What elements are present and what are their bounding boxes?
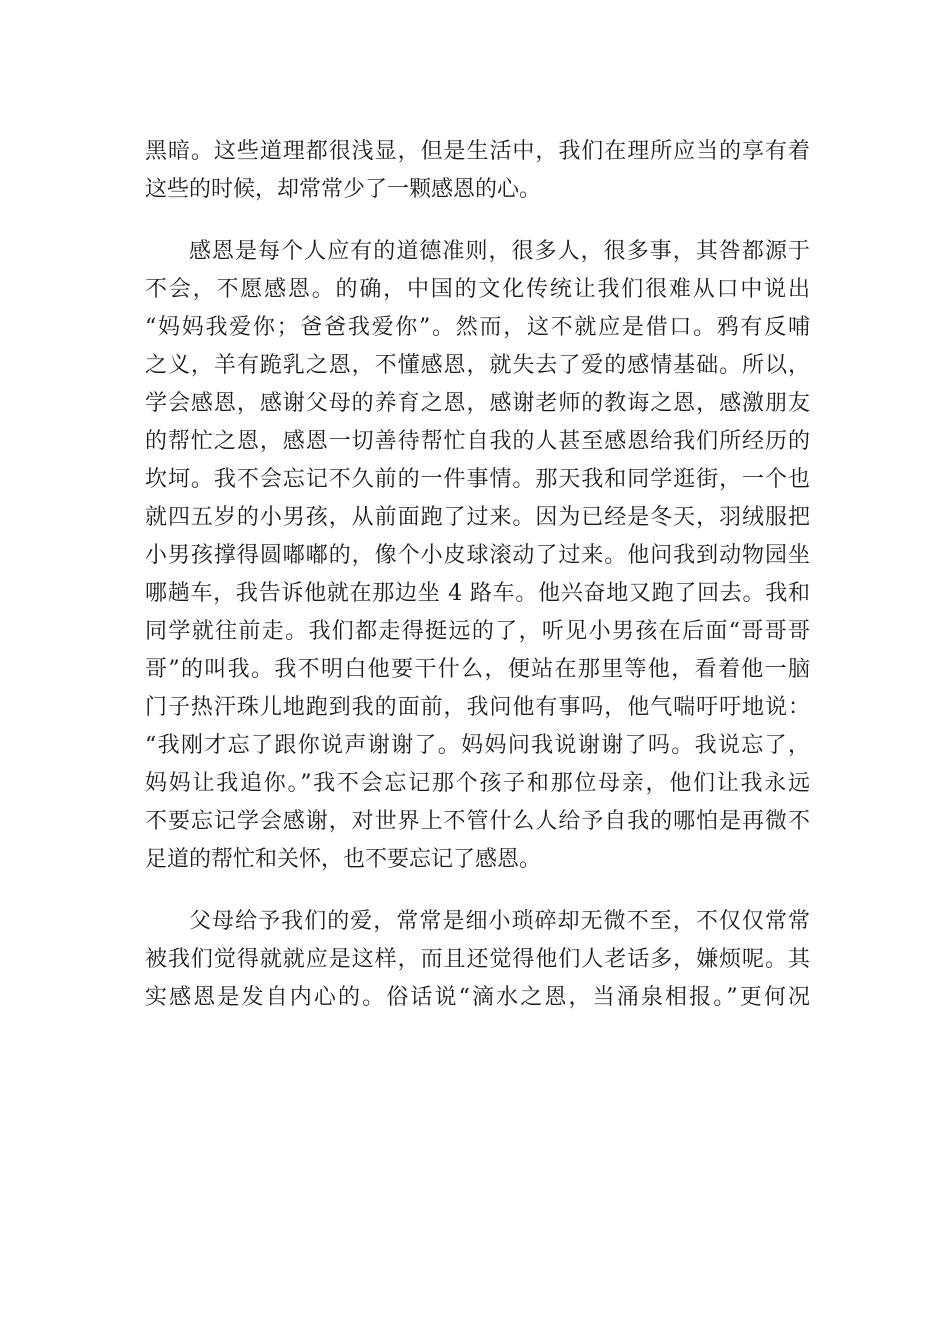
- text-line: 被我们觉得就就应是这样，而且还觉得他们人老话多，嫌烦呢。其: [145, 947, 810, 972]
- text-line: 的帮忙之恩，感恩一切善待帮忙自我的人甚至感恩给我们所经历的: [145, 429, 810, 454]
- text-line: 父母给予我们的爱，常常是细小琐碎却无微不至，不仅仅常常: [189, 909, 810, 934]
- text-line: 同学就往前走。我们都走得挺远的了，听见小男孩在后面“哥哥哥: [145, 619, 810, 644]
- text-line: 小男孩撑得圆嘟嘟的，像个小皮球滚动了过来。他问我到动物园坐: [145, 543, 810, 568]
- paragraph-1: [145, 133, 810, 209]
- text-line: 哥”的叫我。我不明白他要干什么，便站在那里等他，看着他一脑: [145, 657, 810, 682]
- paragraph-3: [145, 903, 810, 1017]
- text-line: 就四五岁的小男孩，从前面跑了过来。因为已经是冬天，羽绒服把: [145, 505, 810, 530]
- text-line: 哪趟车，我告诉他就在那边坐 4 路车。他兴奋地又跑了回去。我和: [145, 581, 810, 606]
- text-line: 坎坷。我不会忘记不久前的一件事情。那天我和同学逛街，一个也: [145, 467, 810, 492]
- document-body: [145, 133, 810, 1017]
- text-line: 足道的帮忙和关怀，也不要忘记了感恩。: [145, 847, 542, 872]
- text-line: “我刚才忘了跟你说声谢谢了。妈妈问我说谢谢了吗。我说忘了，: [145, 733, 810, 758]
- text-line: 这些的时候，却常常少了一颗感恩的心。: [145, 177, 542, 202]
- text-line: 实感恩是发自内心的。俗话说“滴水之恩，当涌泉相报。”更何况: [145, 985, 810, 1010]
- text-line: 学会感恩，感谢父母的养育之恩，感谢老师的教诲之恩，感激朋友: [145, 391, 810, 416]
- text-line: 之义，羊有跪乳之恩，不懂感恩，就失去了爱的感情基础。所以，: [145, 353, 810, 378]
- text-line: “妈妈我爱你；爸爸我爱你”。然而，这不就应是借口。鸦有反哺: [145, 315, 810, 340]
- text-line: 不会，不愿感恩。的确，中国的文化传统让我们很难从口中说出: [145, 277, 810, 302]
- paragraph-2: [145, 233, 810, 879]
- text-line: 门子热汗珠儿地跑到我的面前，我问他有事吗，他气喘吁吁地说：: [145, 695, 810, 720]
- text-line: 不要忘记学会感谢，对世界上不管什么人给予自我的哪怕是再微不: [145, 809, 810, 834]
- text-line: 黑暗。这些道理都很浅显，但是生活中，我们在理所应当的享有着: [145, 139, 810, 164]
- text-line: 妈妈让我追你。”我不会忘记那个孩子和那位母亲，他们让我永远: [145, 771, 810, 796]
- text-line: 感恩是每个人应有的道德准则，很多人，很多事，其咎都源于: [189, 239, 810, 264]
